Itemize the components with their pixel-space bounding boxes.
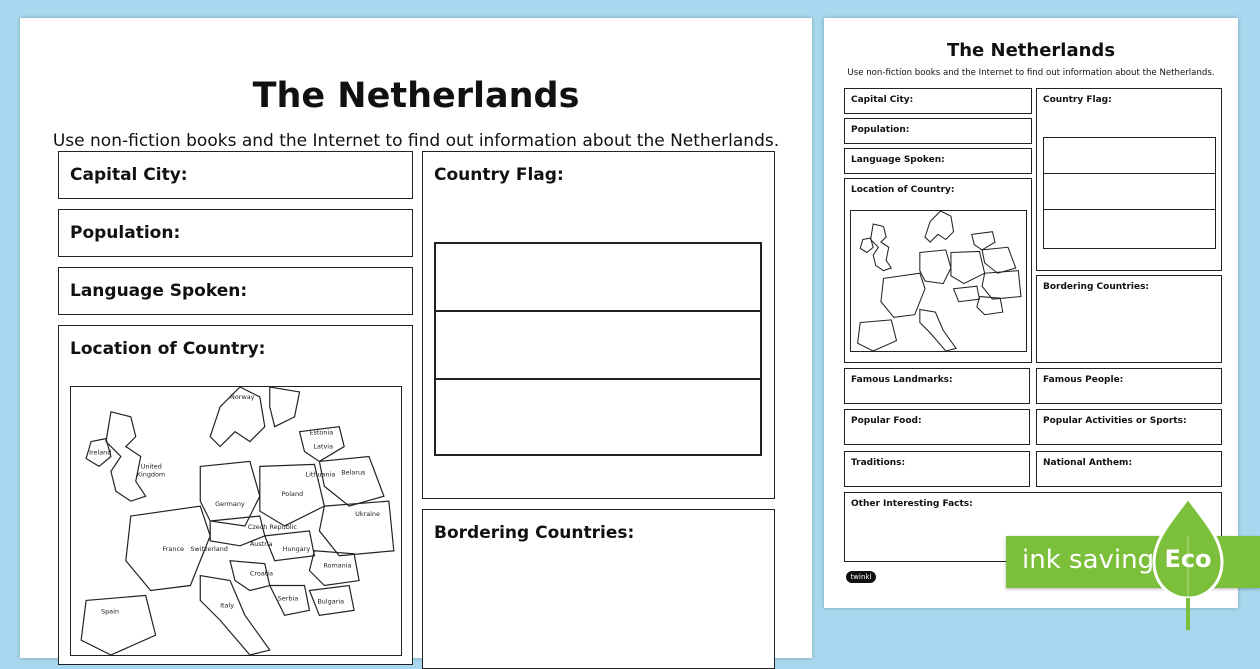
location-label: Location of Country: [70, 339, 266, 359]
small-food-label: Popular Food: [851, 416, 922, 426]
small-europe-map-drawing [851, 211, 1026, 351]
small-facts-label: Other Interesting Facts: [851, 499, 973, 509]
europe-map-drawing [71, 387, 401, 655]
population-label: Population: [70, 223, 181, 243]
map-label-ukraine: Ukraine [355, 510, 380, 519]
small-location-label: Location of Country: [851, 185, 955, 195]
small-landmarks-label: Famous Landmarks: [851, 375, 953, 385]
flag-outline [434, 242, 762, 456]
small-bordering-box[interactable] [1036, 275, 1222, 363]
worksheet-instructions: Use non-fiction books and the Internet to find out information about the Netherlands. [52, 131, 780, 151]
language-box[interactable] [58, 267, 413, 315]
small-capital-box[interactable] [844, 88, 1032, 114]
country-flag-label: Country Flag: [434, 165, 564, 185]
map-label-hungary: Hungary [282, 544, 311, 553]
eco-label: Eco [1164, 545, 1212, 573]
map-label-germany: Germany [215, 500, 245, 509]
small-activities-box[interactable] [1036, 409, 1222, 445]
map-label-lithuania: Lithuania [305, 470, 336, 479]
small-anthem-box[interactable] [1036, 451, 1222, 487]
small-food-box[interactable] [844, 409, 1030, 445]
map-label-france: France [162, 544, 184, 553]
small-people-box[interactable] [1036, 368, 1222, 404]
map-label-spain: Spain [101, 607, 120, 616]
small-traditions-label: Traditions: [851, 458, 906, 468]
map-label-czech: Czech Republic [247, 522, 297, 531]
small-flag-box[interactable] [1036, 88, 1222, 271]
small-landmarks-box[interactable] [844, 368, 1030, 404]
ink-saving-label: ink saving [1022, 545, 1155, 575]
small-capital-label: Capital City: [851, 95, 914, 105]
bordering-countries-label: Bordering Countries: [434, 523, 635, 543]
map-label-poland: Poland [281, 490, 304, 499]
twinkl-logo: twinkl [846, 571, 876, 583]
flag-band-top [436, 244, 760, 312]
location-box[interactable] [58, 325, 413, 665]
map-label-serbia: Serbia [277, 594, 299, 603]
small-activities-label: Popular Activities or Sports: [1043, 416, 1187, 426]
europe-map [70, 386, 402, 656]
worksheet-title: The Netherlands [252, 76, 580, 116]
small-language-label: Language Spoken: [851, 155, 945, 165]
language-label: Language Spoken: [70, 281, 248, 301]
small-flag-band-bottom [1044, 210, 1215, 248]
small-population-label: Population: [851, 125, 910, 135]
map-label-switzerland: Switzerland [190, 544, 228, 553]
country-flag-box[interactable] [422, 151, 775, 499]
small-flag-label: Country Flag: [1043, 95, 1112, 105]
worksheet-small-title: The Netherlands [946, 40, 1116, 61]
small-people-label: Famous People: [1043, 375, 1124, 385]
map-label-norway: Norway [230, 392, 255, 401]
bordering-countries-box[interactable] [422, 509, 775, 669]
map-label-latvia: Latvia [313, 442, 334, 451]
map-label-ireland: Ireland [89, 448, 112, 457]
small-europe-map [850, 210, 1027, 352]
capital-city-label: Capital City: [70, 165, 188, 185]
map-label-romania: Romania [323, 561, 352, 570]
capital-city-box[interactable] [58, 151, 413, 199]
small-flag-outline [1043, 137, 1216, 249]
population-box[interactable] [58, 209, 413, 257]
small-language-box[interactable] [844, 148, 1032, 174]
map-label-bulgaria: Bulgaria [317, 597, 345, 606]
map-label-croatia: Croatia [249, 569, 274, 578]
small-anthem-label: National Anthem: [1043, 458, 1133, 468]
worksheet-small-instructions: Use non-fiction books and the Internet to find out information about the Netherlands. [847, 68, 1215, 78]
map-label-uk-1: United [140, 462, 162, 471]
small-bordering-label: Bordering Countries: [1043, 282, 1150, 292]
map-label-estonia: Estonia [309, 428, 334, 437]
small-traditions-box[interactable] [844, 451, 1030, 487]
small-flag-band-top [1044, 138, 1215, 174]
flag-band-middle [436, 312, 760, 380]
map-label-uk-2: Kingdom [136, 470, 166, 479]
worksheet-large [20, 18, 812, 658]
map-label-austria: Austria [249, 539, 273, 548]
flag-band-bottom [436, 380, 760, 456]
small-flag-band-middle [1044, 174, 1215, 210]
map-label-belarus: Belarus [341, 468, 366, 477]
small-location-box[interactable] [844, 178, 1032, 363]
map-label-italy: Italy [220, 601, 235, 610]
small-population-box[interactable] [844, 118, 1032, 144]
